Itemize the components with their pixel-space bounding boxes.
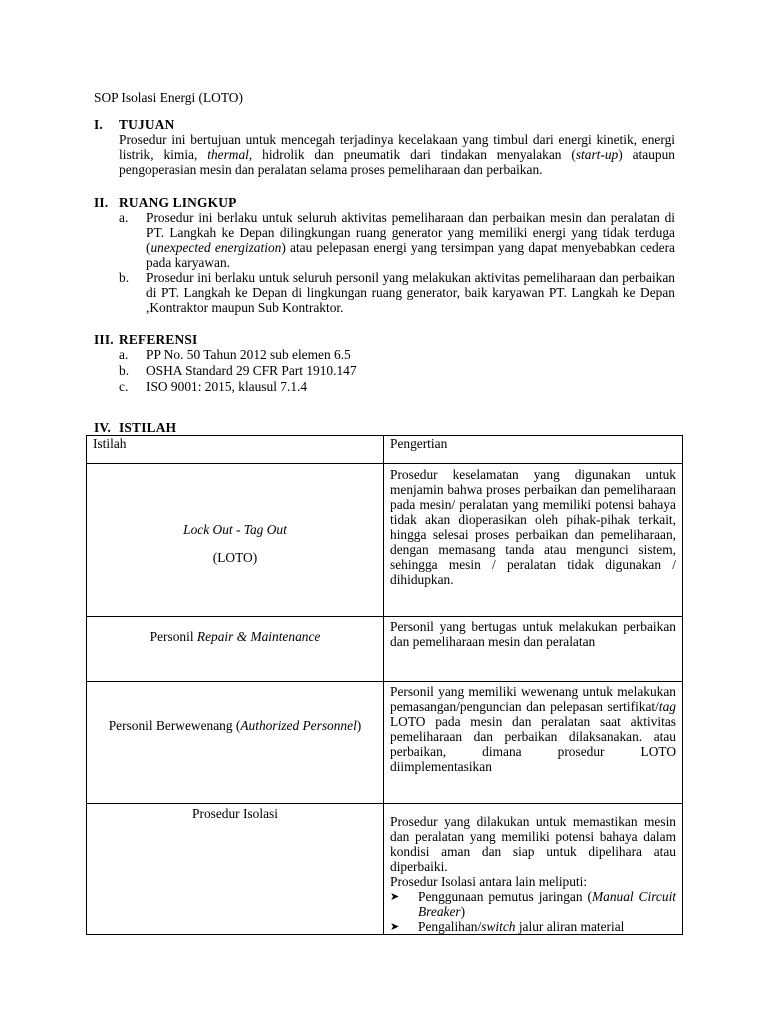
term-cell: Prosedur Isolasi	[87, 804, 384, 935]
scope-item-a	[119, 210, 675, 270]
item-text: ISO 9001: 2015, klausul 7.1.4	[146, 379, 308, 394]
term-cell	[87, 617, 384, 682]
text-run: ) ataupun pengoperasian mesin dan peralatan selama proses pemeliharaan dan perbaikan.	[119, 147, 675, 177]
section-title: ISTILAH	[119, 420, 177, 435]
bullet-item	[390, 919, 676, 934]
item-label: a.	[119, 347, 129, 362]
tujuan-paragraph	[119, 132, 675, 177]
reference-item	[119, 379, 307, 394]
reference-item	[119, 363, 357, 378]
text-run: ) atau pelepasan energi yang tersimpan yang dapat menyebabkan cedera pada karyawan.	[146, 240, 675, 270]
section-number: II.	[94, 195, 109, 210]
term-plain: )	[356, 718, 362, 733]
definition-text: Prosedur yang dilakukan untuk memastikan mesin dan peralatan yang memiliki potensi bahaya dalam kondisi aman dan siap untuk dipelihara atau diperbaiki.	[390, 814, 676, 874]
table-row	[87, 682, 683, 804]
text-run: Penggunaan pemutus jaringan (	[418, 889, 592, 904]
term-cell	[87, 464, 384, 617]
text-run: Personil yang memiliki wewenang untuk melakukan pemasangan/penguncian dan pelepasan sertifikat/	[390, 684, 676, 714]
text-run: Prosedur ini berlaku untuk seluruh aktivitas pemeliharaan dan perbaikan mesin dan peralatan di PT. Langkah ke Depan dilingkungan ruang generator yang memiliki energi yang tidak terduga (	[146, 210, 675, 255]
term-italic: Authorized Personnel	[240, 718, 357, 733]
definition-cell: Prosedur keselamatan yang digunakan untuk menjamin bahwa proses perbaikan dan pemeliharaan pada mesin/ peralatan yang memiliki potensi bahaya tidak akan dioperasikan oleh pihak-pihak terkait, hingga selesai proses perbaikan dan pemeliharaan, dengan memasang tanda atau mengunci sistem, sehingga mesin / peralatan tidak digunakan / dihidupkan.	[384, 464, 683, 617]
section-number: I.	[94, 117, 103, 132]
italic-run: start-up	[575, 147, 619, 162]
terms-table	[86, 435, 683, 935]
section-title: TUJUAN	[119, 117, 175, 132]
section-number: III.	[94, 332, 114, 347]
bullet-text	[418, 889, 676, 919]
arrow-bullet-icon: ➤	[390, 890, 400, 903]
section-title: REFERENSI	[119, 332, 198, 347]
term-cell	[87, 682, 384, 804]
section-heading-ruang-lingkup	[94, 195, 237, 210]
definition-cell	[384, 682, 683, 804]
text-run: Prosedur ini bertujuan untuk mencegah terjadinya kecelakaan yang timbul dari energi kinetik, energi listrik, kimia,	[119, 132, 675, 162]
italic-run: switch	[481, 919, 516, 934]
term-italic: Lock Out - Tag Out	[183, 521, 287, 537]
term-plain: Personil	[149, 629, 197, 644]
table-header-row	[87, 436, 683, 464]
section-heading-istilah	[94, 420, 176, 435]
item-label: b.	[119, 270, 130, 285]
column-header-istilah: Istilah	[87, 436, 384, 464]
document-title: SOP Isolasi Energi (LOTO)	[94, 90, 243, 105]
scope-item-b	[119, 270, 675, 315]
table-row	[87, 617, 683, 682]
item-text: OSHA Standard 29 CFR Part 1910.147	[146, 363, 357, 378]
item-text	[146, 210, 675, 270]
text-run: , hidrolik dan pneumatik dari tindakan menyalakan (	[248, 147, 576, 162]
section-heading-tujuan	[94, 117, 175, 132]
table-row	[87, 804, 683, 935]
bullet-item	[390, 889, 676, 919]
italic-run: tag	[658, 699, 676, 714]
definition-cell	[384, 804, 683, 935]
section-heading-referensi	[94, 332, 197, 347]
text-run: )	[460, 904, 466, 919]
italic-run: thermal	[207, 147, 249, 162]
section-title: RUANG LINGKUP	[119, 195, 237, 210]
arrow-bullet-icon: ➤	[390, 920, 400, 933]
section-number: IV.	[94, 420, 112, 435]
item-label: b.	[119, 363, 130, 378]
bullet-text	[418, 919, 676, 934]
italic-run: unexpected energization	[150, 240, 282, 255]
item-text: Prosedur ini berlaku untuk seluruh personil yang melakukan aktivitas pemeliharaan dan perbaikan di PT. Langkah ke Depan di lingkungan ruang generator, baik karyawan PT. Langkah ke Depan ,Kontraktor maupun Sub Kontraktor.	[146, 270, 675, 315]
term-subtitle: (LOTO)	[212, 549, 258, 565]
definition-cell: Personil yang bertugas untuk melakukan perbaikan dan pemeliharaan mesin dan peralatan	[384, 617, 683, 682]
term-plain: Personil Berwewenang (	[108, 718, 241, 733]
definition-lead: Prosedur Isolasi antara lain meliputi:	[390, 874, 588, 889]
table-row	[87, 464, 683, 617]
text-run: LOTO pada mesin dan peralatan saat aktivitas pemeliharaan dan perbaikan dilaksanakan. atau perbaikan, dimana prosedur LOTO diimplementasikan	[390, 714, 676, 774]
item-label: c.	[119, 379, 129, 394]
text-run: jalur aliran material	[515, 919, 625, 934]
item-label: a.	[119, 210, 129, 225]
term-italic: Repair & Maintenance	[196, 629, 321, 644]
italic-run: Manual Circuit Breaker	[418, 889, 677, 919]
text-run: Pengalihan/	[418, 919, 482, 934]
column-header-pengertian: Pengertian	[384, 436, 683, 464]
item-text: PP No. 50 Tahun 2012 sub elemen 6.5	[146, 347, 351, 362]
reference-item	[119, 347, 351, 362]
